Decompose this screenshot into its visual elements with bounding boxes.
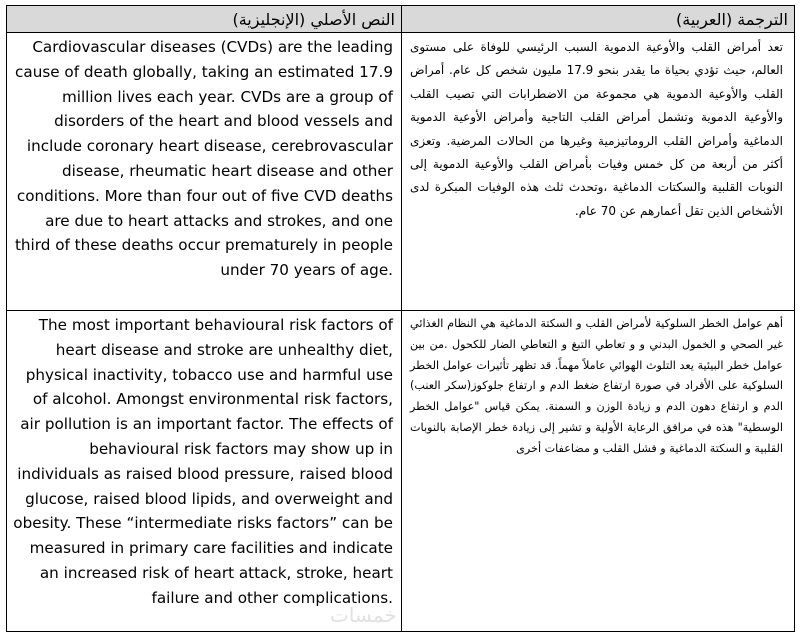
row2-english-text: The most important behavioural risk factors of heart disease and stroke are unhealthy diet, physical inactivity, tobacco use and harmful use of alcohol. Amongst environmental risk factors, air pollution is an important factor. The effects of behavioural risk factors may show up in individuals as raised blood pressure, raised blood glucose, raised blood lipids, and overweight and obesity. These “intermediate risks factors” can be measured in primary care facilities and indicate an increased risk of heart attack, stroke, heart failure and other complications. xyxy=(7,311,402,631)
row2-arabic-text: أهم عوامل الخطر السلوكية لأمراض القلب و السكتة الدماغية هي النظام الغذائي غير الصحي و الخمول البدني و و تعاطي التبغ و التعاطي الضار للكحول .من بين عوامل خطر البيئية يعد التلوث الهوائي عاملاً مهماً. قد تظهر تأثيرات عوامل الخطر السلوكية على الأفراد في صورة ارتفاع ضغط الدم و ارتفاع جلوكوز(سكر العنب) الدم و ارتفاع دهون الدم و زيادة الوزن و السمنة. يمكن قياس "عوامل الخطر الوسطية" هذه في مرافق الرعاية الأولية و تشير إلى زيادة خطر الإصابة بالنوبات القلبية و السكتة الدماغية و فشل القلب و مضاعفات أخرى xyxy=(410,317,783,455)
watermark-logo: خمسات xyxy=(330,603,397,627)
row1-arabic-text: تعد أمراض القلب والأوعية الدموية السبب الرئيسي للوفاة على مستوى العالم، حيث تؤدي بحياة ما يقدر بنحو 17.9 مليون شخص كل عام. أمراض القلب والأوعية الدموية هي مجموعة من الاضطرابات التي تصيب القلب والأوعية الدموية وتشمل أمراض القلب التاجية وأمراض الأوعية الدموية الدماغية وأمراض القلب الروماتيزمية وغيرها من الحالات المرضية. وتعزى أكثر من أربعة من كل خمس وفيات بأمراض القلب والأوعية الدموية إلى النوبات القلبية والسكتات الدماغية ،وتحدث ثلث هذه الوفيات المبكرة لدى الأشخاص الذين تقل أعمارهم عن 70 عام. xyxy=(402,33,794,311)
header-original-text: النص الأصلي (الإنجليزية) xyxy=(7,6,402,33)
translation-table xyxy=(6,5,795,632)
row1-english-text: Cardiovascular diseases (CVDs) are the leading cause of death globally, taking an estimated 17.9 million lives each year. CVDs are a group of disorders of the heart and blood vessels and include coronary heart disease, cerebrovascular disease, rheumatic heart disease and other conditions. More than four out of five CVD deaths are due to heart attacks and strokes, and one third of these deaths occur prematurely in people under 70 years of age. xyxy=(7,33,402,311)
header-translation: الترجمة (العربية) xyxy=(402,6,794,33)
